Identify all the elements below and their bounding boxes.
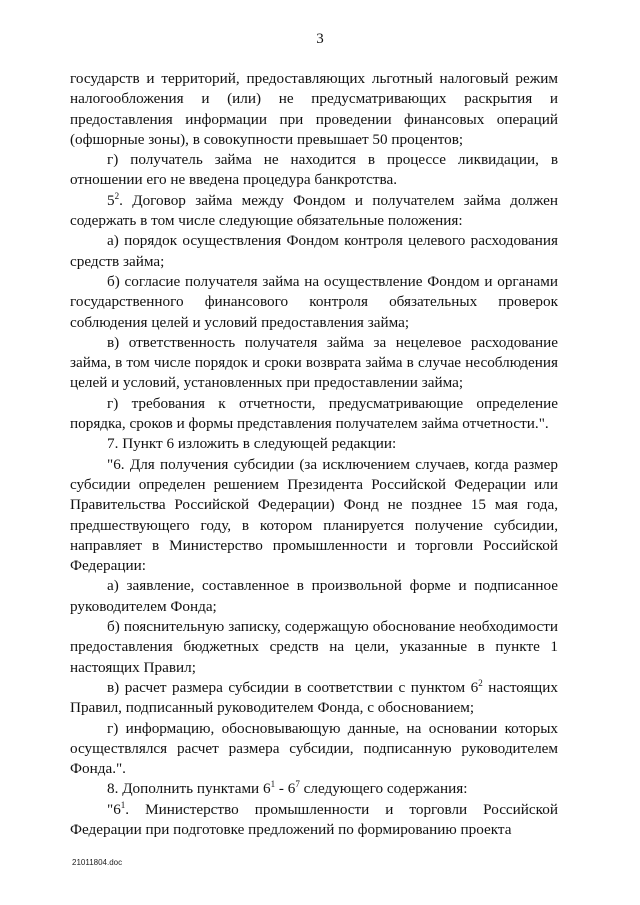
paragraph-offshore-continuation: государств и территорий, предоставляющих льготный налоговый режим налогообложения и (или) не предусматривающих раскрытия и предоставления информации при проведении финансовых операций (офшорные зоны), в совокупности превышает 50 процентов; [70, 70, 558, 148]
paragraph-item-g-information: г) информацию, обосновывающую данные, на основании которых осуществлялся расчет размера субсидии, подписанную руководителем Фонда.". [70, 719, 558, 778]
paragraph-item-v-liability: в) ответственность получателя займа за нецелевое расходование займа, в том числе порядок и сроки возврата займа в случае несоблюдения целей и условий, установленных при предоставлении займа; [70, 333, 558, 392]
paragraph-item-a-control: а) порядок осуществления Фондом контроля целевого расходования средств займа; [70, 232, 558, 270]
paragraph-subsidy-request: "6. Для получения субсидии (за исключением случаев, когда размер субсидии определен решением Президента Российской Федерации или Правительства Российской Федерации) Фонд не позднее 15 мая года, предшествующего году, в котором планируется получение субсидии, направляет в Министерство промышленности и торговли Российской Федерации: [70, 455, 558, 575]
file-name-footer: 21011804.doc [72, 858, 123, 867]
paragraph-point-7: 7. Пункт 6 изложить в следующей редакции: [107, 435, 397, 453]
page-number: 3 [316, 31, 324, 47]
paragraph-item-g-reporting: г) требования к отчетности, предусматривающие определение порядка, сроков и формы представления получателем займа отчетности.". [70, 394, 558, 433]
paragraph-item-a-application: а) заявление, составленное в произвольной форме и подписанное руководителем Фонда; [70, 577, 558, 615]
paragraph-liquidation: г) получатель займа не находится в процессе ликвидации, в отношении его не введена процедура банкротства. [70, 151, 558, 189]
paragraph-item-v-calculation: в) расчет размера субсидии в соответствии с пунктом $6^2$ настоящих Правил, подписанный руководителем Фонда, с обоснованием; [70, 677, 558, 717]
paragraph-point-6-1: "$6^1$. Министерство промышленности и торговли Российской Федерации при подготовке предложений по формированию проекта [70, 799, 558, 838]
paragraph-loan-agreement: $5^2$. Договор займа между Фондом и получателем займа должен содержать в том числе следующие обязательные положения: [70, 190, 558, 230]
paragraph-item-b-explanatory-note: б) пояснительную записку, содержащую обоснование необходимости предоставления бюджетных средств на цели, указанные в пункте 1 настоящих Правил; [70, 618, 558, 676]
paragraph-item-b-consent: б) согласие получателя займа на осуществление Фондом и органами государственного финансового контроля обязательных проверок соблюдения целей и условий предоставления займа; [70, 272, 558, 331]
document-body [70, 69, 558, 840]
paragraph-point-8: 8. Дополнить пунктами $6^1 - 6^7$ следующего содержания: [107, 779, 468, 798]
